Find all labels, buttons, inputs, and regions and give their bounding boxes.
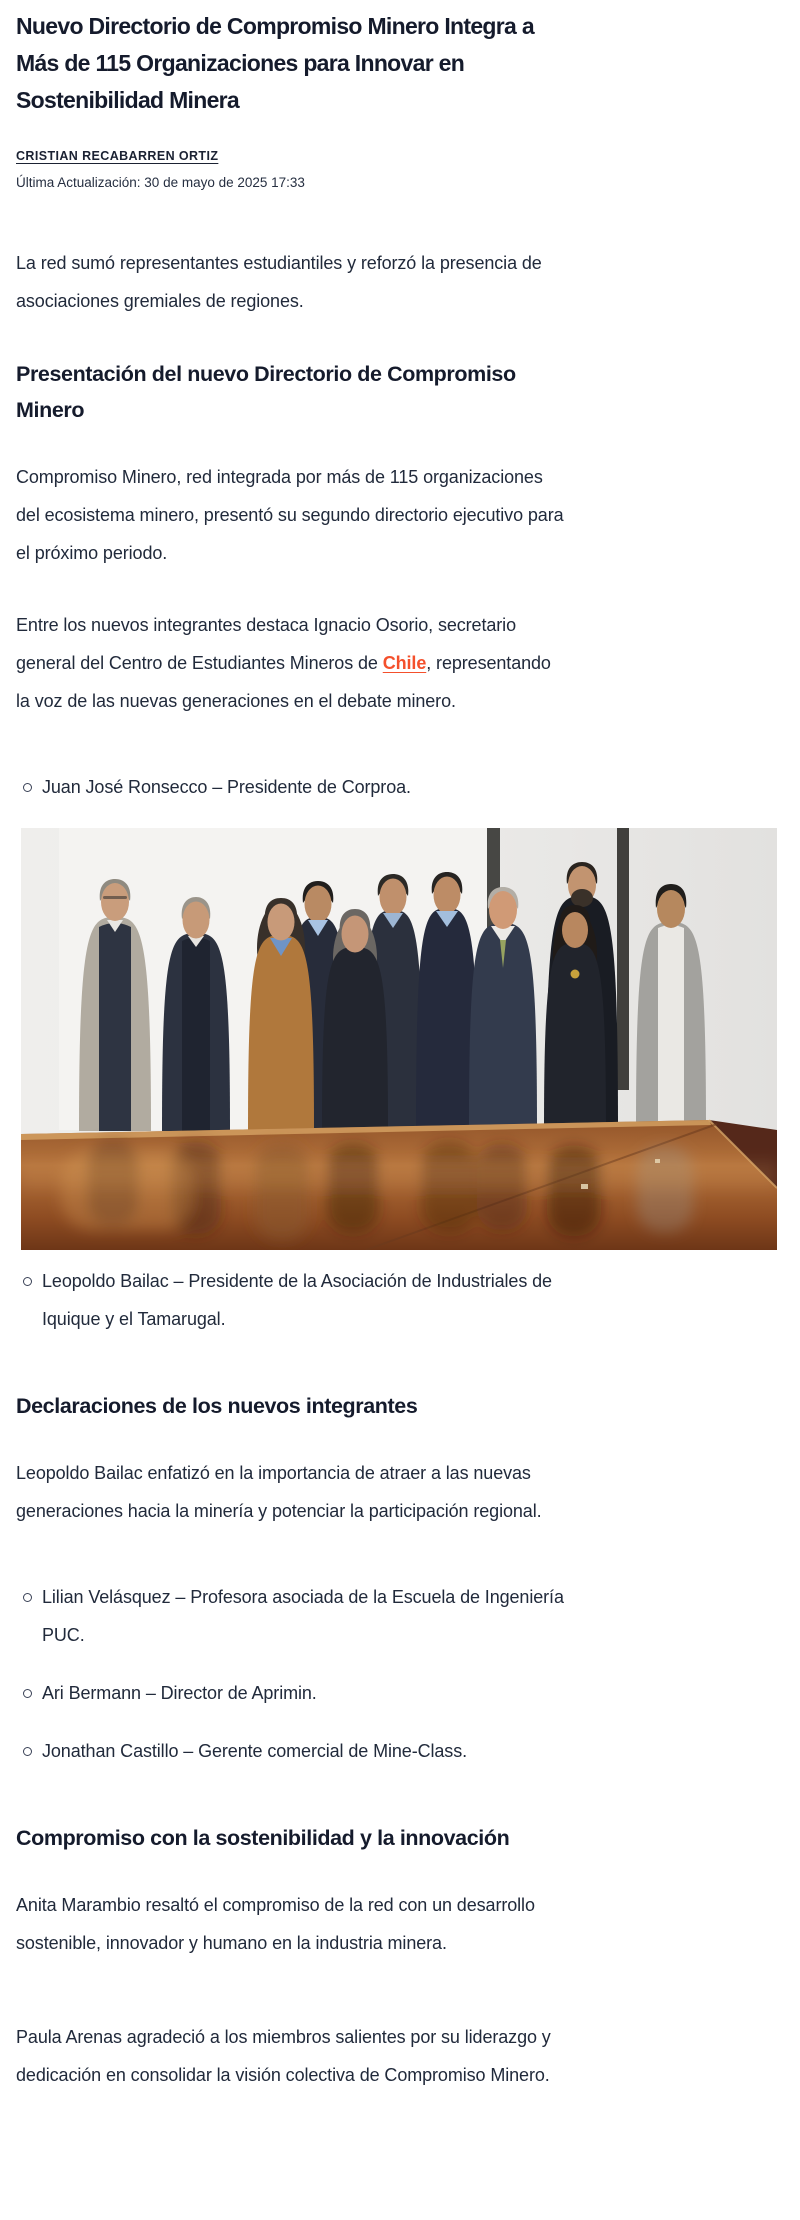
paragraph: Anita Marambio resaltó el compromiso de la red con un desarrollo sostenible, innovador y humano en la industria minera. [16, 1895, 535, 1953]
directors-list [16, 1262, 800, 1338]
article-lede: La red sumó representantes estudiantiles y reforzó la presencia de asociaciones gremiales de regiones. [16, 253, 542, 311]
section-heading-compromiso: Compromiso con la sostenibilidad y la innovación [16, 1826, 510, 1850]
group-photo-illustration [21, 828, 777, 1250]
article-page [0, 8, 800, 2094]
list-item: Juan José Ronsecco – Presidente de Corproa. [16, 768, 568, 806]
paragraph-text: Entre los nuevos integrantes destaca Ignacio Osorio, secretario general del Centro de Estudiantes Mineros de [16, 615, 516, 673]
directors-list [16, 768, 800, 806]
paragraph: Leopoldo Bailac enfatizó en la importancia de atraer a las nuevas generaciones hacia la minería y potenciar la participación regional. [16, 1463, 542, 1521]
list-item: Jonathan Castillo – Gerente comercial de Mine-Class. [16, 1732, 568, 1770]
chile-link[interactable]: Chile [382, 653, 427, 673]
section-heading-declaraciones: Declaraciones de los nuevos integrantes [16, 1394, 418, 1418]
last-updated: Última Actualización: 30 de mayo de 2025 17:33 [16, 175, 305, 190]
wall-stripe [617, 828, 629, 1090]
paragraph: Compromiso Minero, red integrada por más de 115 organizaciones del ecosistema minero, presentó su segundo directorio ejecutivo para el próximo periodo. [16, 467, 564, 563]
paragraph [16, 606, 568, 720]
paragraph-text: , representando la voz de las nuevas generaciones en el debate minero. [16, 653, 551, 711]
list-item: Leopoldo Bailac – Presidente de la Asociación de Industriales de Iquique y el Tamarugal. [16, 1262, 568, 1338]
group-photo [21, 828, 777, 1250]
section-heading-presentacion: Presentación del nuevo Directorio de Compromiso Minero [16, 362, 516, 422]
paragraph: Paula Arenas agradeció a los miembros salientes por su liderazgo y dedicación en consolidar la visión colectiva de Compromiso Minero. [16, 2027, 551, 2085]
directors-list [16, 1578, 800, 1770]
article-title: Nuevo Directorio de Compromiso Minero Integra a Más de 115 Organizaciones para Innovar en Sostenibilidad Minera [16, 13, 534, 113]
author-link[interactable]: CRISTIAN RECABARREN ORTIZ [16, 149, 219, 163]
list-item: Lilian Velásquez – Profesora asociada de la Escuela de Ingeniería PUC. [16, 1578, 568, 1654]
list-item: Ari Bermann – Director de Aprimin. [16, 1674, 568, 1712]
